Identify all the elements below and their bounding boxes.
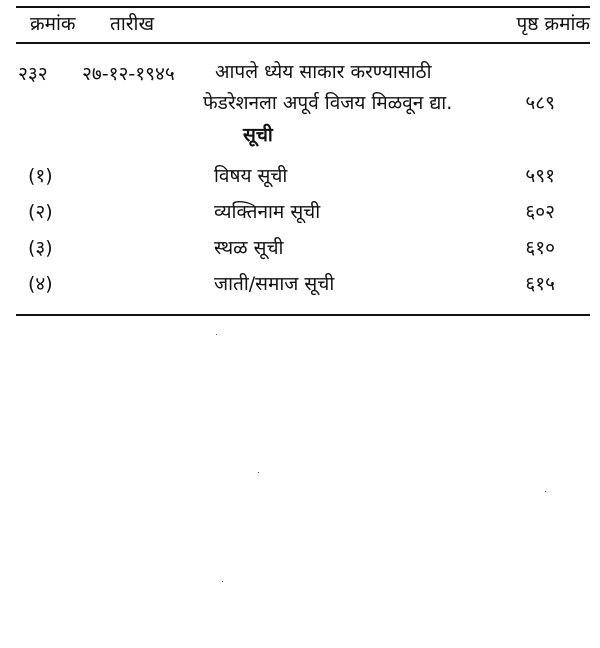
index-item-label: स्थळ सूची [214,237,284,259]
index-item-page: ६०२ [525,201,555,223]
serial-column-header: क्रमांक [30,13,76,35]
scan-speck [545,491,546,492]
entry-serial: २३२ [18,63,48,85]
index-heading: सूची [243,124,273,146]
index-item-label: व्यक्तिनाम सूची [214,201,321,223]
entry-date: २७-१२-१९४५ [82,63,175,85]
entry-title-line1: आपले ध्येय साकार करण्यासाठी [215,61,432,83]
index-item-number: (१) [28,165,53,187]
scan-speck [216,334,217,335]
index-item-number: (२) [28,201,53,223]
index-item-page: ६१० [525,237,555,259]
date-column-header: तारीख [110,13,154,35]
scan-speck [258,472,259,473]
scan-speck [222,581,223,582]
index-item-page: ६१५ [525,273,555,295]
top-rule [16,6,590,8]
entry-page: ५८९ [525,92,555,114]
index-item-page: ५९१ [525,165,555,187]
entry-title-line2: फेडरेशनला अपूर्व विजय मिळवून द्या. [203,92,453,114]
header-rule [16,42,590,44]
page-column-header: पृष्ठ क्रमांक [516,13,590,35]
index-item-label: जाती/समाज सूची [214,273,335,295]
index-item-number: (४) [28,273,53,295]
bottom-rule [16,314,590,316]
index-item-label: विषय सूची [214,165,288,187]
index-item-number: (३) [28,237,53,259]
